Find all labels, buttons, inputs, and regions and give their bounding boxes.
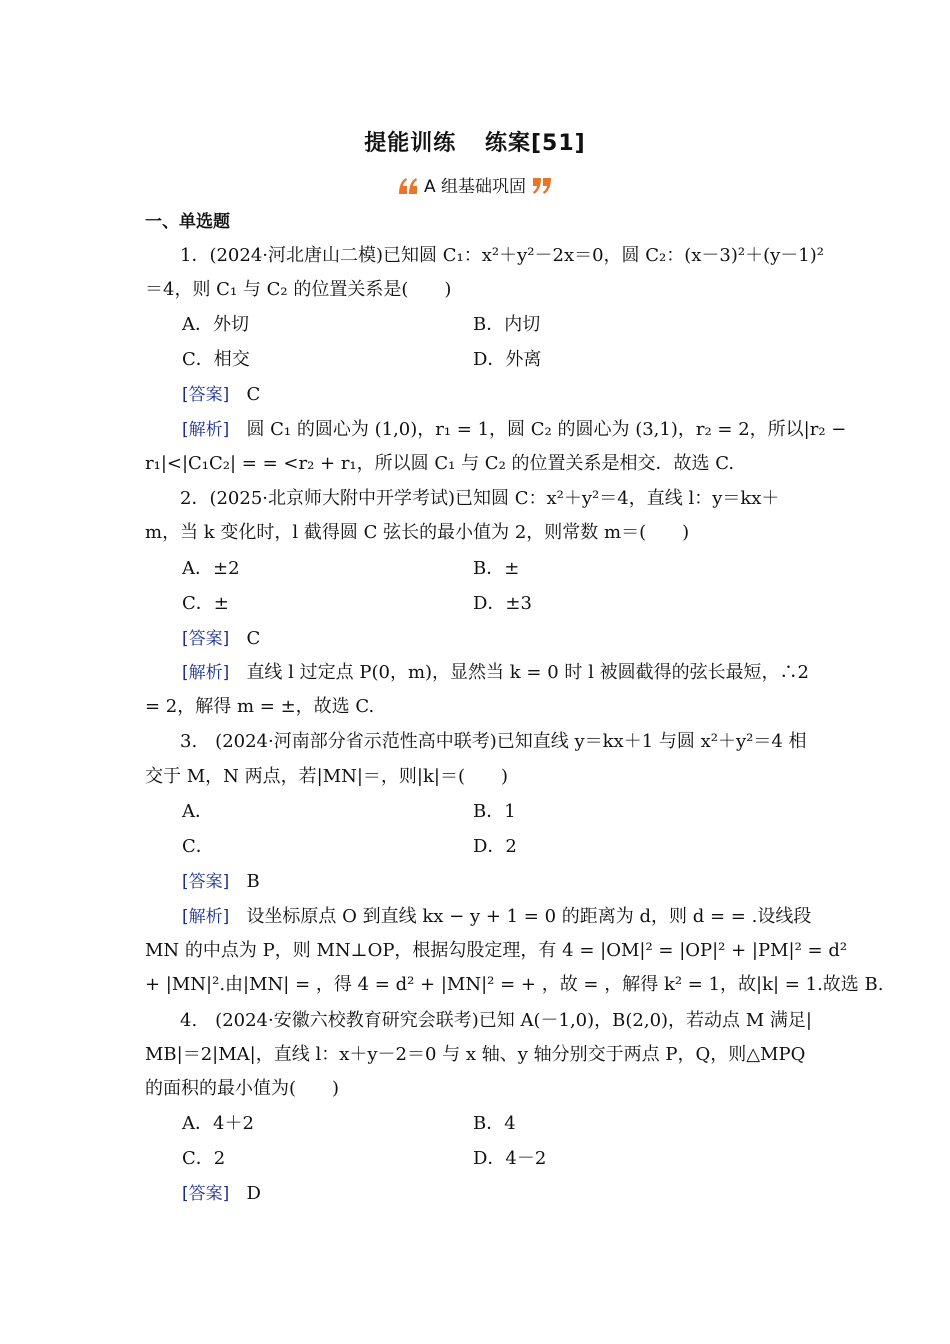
q1-option-b: B．内切 [473,314,541,335]
answer-tag: [答案] [182,385,230,405]
q2-stem-line2: m，当 k 变化时，l 截得圆 C 弦长的最小值为 2，则常数 m＝( ) [145,522,690,543]
answer-value: C [246,384,261,405]
q4-stem-line1: 4. (2024·安徽六校教育研究会联考)已知 A(－1,0)，B(2,0)，若动点 M 满足| [180,1010,812,1031]
answer-value: B [246,871,260,892]
q1-analysis-line2: r₁|<|C₁C₂| = = <r₂ + r₁，所以圆 C₁ 与 C₂ 的位置关系是相交．故选 C. [145,453,735,474]
analysis-tag: [解析] [182,907,230,927]
analysis-tag: [解析] [182,663,230,683]
group-label: A 组基础巩固 [423,177,527,197]
q4-option-b: B．4 [473,1113,516,1134]
q1-option-a: A．外切 [182,314,249,335]
q2-analysis-line2: = 2，解得 m = ±，故选 C. [145,696,375,717]
q2-analysis-line1 [182,661,809,685]
q3-analysis-line1 [182,905,811,929]
q3-option-b: B．1 [473,801,516,822]
q4-answer [182,1182,261,1206]
q4-option-a: A．4＋2 [182,1113,254,1134]
answer-value: D [246,1183,261,1204]
open-quote-icon [397,176,419,196]
q2-stem-line1: 2．(2025·北京师大附中开学考试)已知圆 C：x²＋y²＝4，直线 l：y＝kx＋ [180,488,780,509]
page-title [0,126,950,157]
q2-option-a: A．±2 [182,558,240,579]
q4-option-d: D．4－2 [473,1148,547,1169]
q1-option-d: D．外离 [473,349,542,370]
q4-option-c: C．2 [182,1148,226,1169]
q4-stem-line3: 的面积的最小值为( ) [145,1078,340,1099]
q1-option-c: C．相交 [182,349,250,370]
answer-tag: [答案] [182,629,230,649]
section-heading: 一、单选题 [145,212,230,232]
q2-option-d: D．±3 [473,593,532,614]
q3-option-d: D．2 [473,836,517,857]
close-quote-icon [531,176,553,196]
analysis-text: 圆 C₁ 的圆心为 (1,0)，r₁ = 1，圆 C₂ 的圆心为 (3,1)，r₂ = 2，所以|r₂ − [246,419,847,440]
answer-tag: [答案] [182,872,230,892]
analysis-tag: [解析] [182,420,230,440]
answer-tag: [答案] [182,1184,230,1204]
q3-option-a: A． [182,801,213,822]
q3-analysis-line2: MN 的中点为 P，则 MN⊥OP，根据勾股定理，有 4 = |OM|² = |OP|² + |PM|² = d² [145,940,848,961]
q3-analysis-line3: + |MN|².由|MN| = ，得 4 = d² + |MN|² = + ，故 = ，解得 k² = 1，故|k| = 1.故选 B. [145,974,884,995]
q3-answer [182,870,260,894]
q1-analysis-line1 [182,418,846,442]
q3-stem-line1: 3. (2024·河南部分省示范性高中联考)已知直线 y＝kx＋1 与圆 x²＋y²＝4 相 [180,731,807,752]
q1-stem-line2: ＝4，则 C₁ 与 C₂ 的位置关系是( ) [145,279,452,300]
title-code: 练案[51] [484,131,586,156]
analysis-text: 设坐标原点 O 到直线 kx − y + 1 = 0 的距离为 d，则 d = = .设线段 [246,906,812,927]
q2-option-b: B．± [473,558,520,579]
q2-option-c: C．± [182,593,229,614]
answer-value: C [246,628,261,649]
q3-option-c: C． [182,836,214,857]
analysis-text: 直线 l 过定点 P(0，m)，显然当 k = 0 时 l 被圆截得的弦长最短，∴2 [246,662,810,683]
group-heading [0,172,950,197]
q4-stem-line2: MB|＝2|MA|，直线 l：x＋y－2＝0 与 x 轴、y 轴分别交于两点 P，Q，则△MPQ [145,1044,806,1065]
q1-stem-line1: 1．(2024·河北唐山二模)已知圆 C₁：x²＋y²－2x＝0，圆 C₂：(x－3)²＋(y－1)² [180,245,824,266]
q2-answer [182,627,260,651]
title-main: 提能训练 [364,131,457,156]
q1-answer [182,383,260,407]
q3-stem-line2: 交于 M，N 两点，若|MN|＝，则|k|＝( ) [145,766,509,787]
